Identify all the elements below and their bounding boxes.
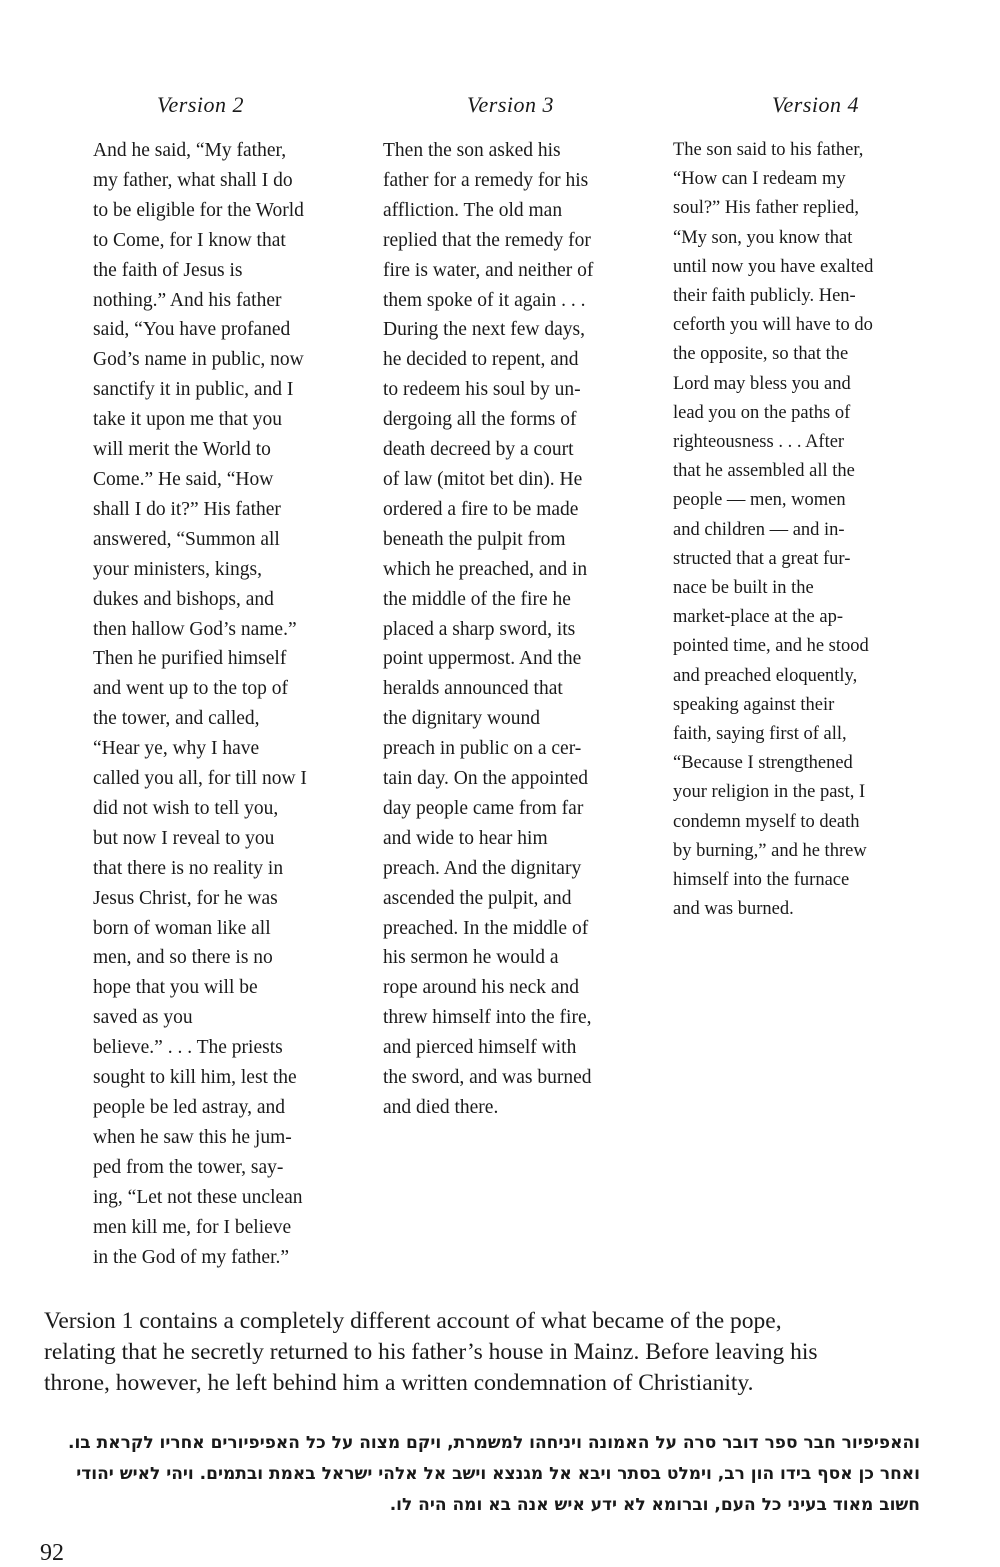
text-line: the faith of Jesus is [93, 259, 243, 281]
text-line: ascended the pulpit, and [383, 887, 572, 909]
hebrew-line: והאפיפיור חבר ספר דובר סרה על האמונה ויניחהו למשמרת, ויקם מצוה על כל האפיפיורים אחריו לקראת בו. [68, 1433, 920, 1453]
text-line: the dignitary wound [383, 708, 541, 730]
text-line: Then the son asked his [383, 140, 561, 161]
text-line: condemn myself to death [673, 811, 860, 832]
text-line: dukes and bishops, and [93, 588, 274, 610]
text-line: he decided to repent, and [383, 349, 579, 371]
text-line: lead you on the paths of [673, 402, 851, 423]
text-line: father for a remedy for his [383, 169, 589, 191]
text-line: Come.” He said, “How [93, 468, 274, 490]
text-line: to redeem his soul by un- [383, 379, 581, 401]
text-line: the tower, and called, [93, 708, 260, 730]
version-3-column [383, 92, 638, 1123]
text-line: in the God of my father.” [93, 1246, 290, 1268]
text-line: your ministers, kings, [93, 558, 262, 580]
text-line: men, and so there is no [93, 947, 273, 969]
text-line: “Hear ye, why I have [93, 738, 260, 760]
text-line: your religion in the past, I [673, 782, 866, 803]
text-line: Lord may bless you and [673, 373, 851, 394]
column-text [383, 136, 638, 1123]
text-line: nace be built in the [673, 578, 814, 599]
text-line: “My son, you know that [673, 227, 853, 248]
text-line: himself into the furnace [673, 870, 850, 891]
text-line: and died there. [383, 1097, 499, 1118]
text-line: heralds announced that [383, 678, 563, 700]
text-line: ing, “Let not these unclean [93, 1186, 303, 1208]
text-line: and went up to the top of [93, 678, 288, 700]
text-line: tain day. On the appointed [383, 768, 589, 790]
text-line: them spoke of it again . . . [383, 289, 586, 311]
text-line: which he preached, and in [383, 558, 588, 580]
summary-line: throne, however, he left behind him a written condemnation of Christianity. [44, 1370, 754, 1396]
text-line: take it upon me that you [93, 409, 283, 431]
text-line: the middle of the fire he [383, 588, 571, 610]
text-line: preached. In the middle of [383, 917, 589, 939]
text-line: and was burned. [673, 899, 794, 920]
text-line: until now you have exalted [673, 256, 874, 277]
text-line: point uppermost. And the [383, 648, 582, 670]
text-line: people be led astray, and [93, 1097, 286, 1118]
text-line: answered, “Summon all [93, 528, 280, 550]
text-line: of law (mitot bet din). He [383, 468, 583, 490]
text-line: did not wish to tell you, [93, 797, 279, 819]
version-2-column [93, 92, 348, 1272]
page-number: 92 [40, 1540, 64, 1566]
text-line: to be eligible for the World [93, 199, 304, 221]
text-line: soul?” His father replied, [673, 198, 859, 219]
text-line: ped from the tower, say- [93, 1156, 284, 1178]
column-title: Version 4 [772, 92, 859, 117]
text-line: saved as you [93, 1007, 193, 1029]
text-line: people — men, women [673, 490, 846, 511]
text-line: by burning,” and he threw [673, 840, 867, 861]
text-line: beneath the pulpit from [383, 528, 566, 550]
text-line: to Come, for I know that [93, 229, 286, 251]
text-line: market-place at the ap- [673, 607, 843, 628]
text-line: men kill me, for I believe [93, 1216, 292, 1238]
text-line: Then he purified himself [93, 648, 287, 670]
text-line: shall I do it?” His father [93, 498, 281, 520]
version-4-column [673, 92, 928, 924]
text-line: God’s name in public, now [93, 349, 304, 371]
hebrew-quotation [30, 1428, 920, 1521]
text-line: “Because I strengthened [673, 753, 853, 774]
hebrew-line: חשוב מאוד בעיני כל העם, וברומא לא ידע איש אנה בא ומה היה לו. [389, 1495, 920, 1515]
text-line: ordered a fire to be made [383, 498, 579, 520]
text-line: born of woman like all [93, 917, 271, 939]
text-line: placed a sharp sword, its [383, 618, 576, 640]
text-line: the sword, and was burned [383, 1067, 592, 1089]
text-line: said, “You have profaned [93, 319, 291, 341]
hebrew-line: ואחר כן אסף בידו הון רב, וימלט בסתר ויבא אל מגנצא וישב אל אלהי ישראל באמת ובתמים. ויהי לאיש יהודי [76, 1464, 920, 1484]
text-line: And he said, “My father, [93, 140, 287, 161]
text-line: speaking against their [673, 694, 835, 715]
text-line: replied that the remedy for [383, 229, 591, 251]
text-line: affliction. The old man [383, 199, 563, 221]
text-line: and pierced himself with [383, 1037, 577, 1059]
text-line: hope that you will be [93, 977, 258, 999]
text-line: day people came from far [383, 797, 584, 819]
text-line: will merit the World to [93, 439, 271, 461]
text-line: that he assembled all the [673, 461, 855, 482]
text-line: The son said to his father, [673, 140, 864, 160]
column-title: Version 2 [157, 92, 244, 117]
text-line: ceforth you will have to do [673, 315, 873, 336]
text-line: that there is no reality in [93, 857, 284, 879]
text-line: and wide to hear him [383, 827, 548, 849]
text-line: and children — and in- [673, 519, 845, 540]
text-line: “How can I redeam my [673, 169, 846, 190]
text-line: pointed time, and he stood [673, 636, 869, 657]
text-line: then hallow God’s name.” [93, 618, 297, 640]
text-line: nothing.” And his father [93, 289, 282, 311]
text-line: threw himself into the fire, [383, 1007, 592, 1029]
text-line: and preached eloquently, [673, 665, 858, 686]
column-text [93, 136, 348, 1272]
text-line: their faith publicly. Hen- [673, 286, 856, 307]
summary-paragraph [44, 1306, 964, 1399]
text-line: sanctify it in public, and I [93, 379, 294, 401]
text-line: faith, saying first of all, [673, 724, 847, 745]
text-line: Jesus Christ, for he was [93, 887, 278, 909]
text-line: During the next few days, [383, 319, 585, 341]
text-line: preach. And the dignitary [383, 857, 582, 879]
summary-line: relating that he secretly returned to his father’s house in Mainz. Before leaving his [44, 1339, 818, 1365]
text-line: fire is water, and neither of [383, 259, 594, 281]
text-line: believe.” . . . The priests [93, 1037, 283, 1059]
text-line: my father, what shall I do [93, 169, 293, 191]
column-text [673, 136, 928, 924]
text-line: death decreed by a court [383, 439, 574, 461]
text-line: righteousness . . . After [673, 432, 845, 453]
text-line: rope around his neck and [383, 977, 580, 999]
text-line: but now I reveal to you [93, 827, 275, 849]
column-title: Version 3 [467, 92, 554, 117]
text-line: called you all, for till now I [93, 768, 307, 790]
text-line: the opposite, so that the [673, 344, 849, 365]
text-line: preach in public on a cer- [383, 738, 582, 760]
text-line: dergoing all the forms of [383, 409, 577, 431]
text-line: sought to kill him, lest the [93, 1067, 297, 1089]
summary-line: Version 1 contains a completely different account of what became of the pope, [44, 1308, 782, 1334]
text-line: structed that a great fur- [673, 548, 851, 569]
text-line: when he saw this he jum- [93, 1126, 292, 1148]
text-line: his sermon he would a [383, 947, 559, 969]
